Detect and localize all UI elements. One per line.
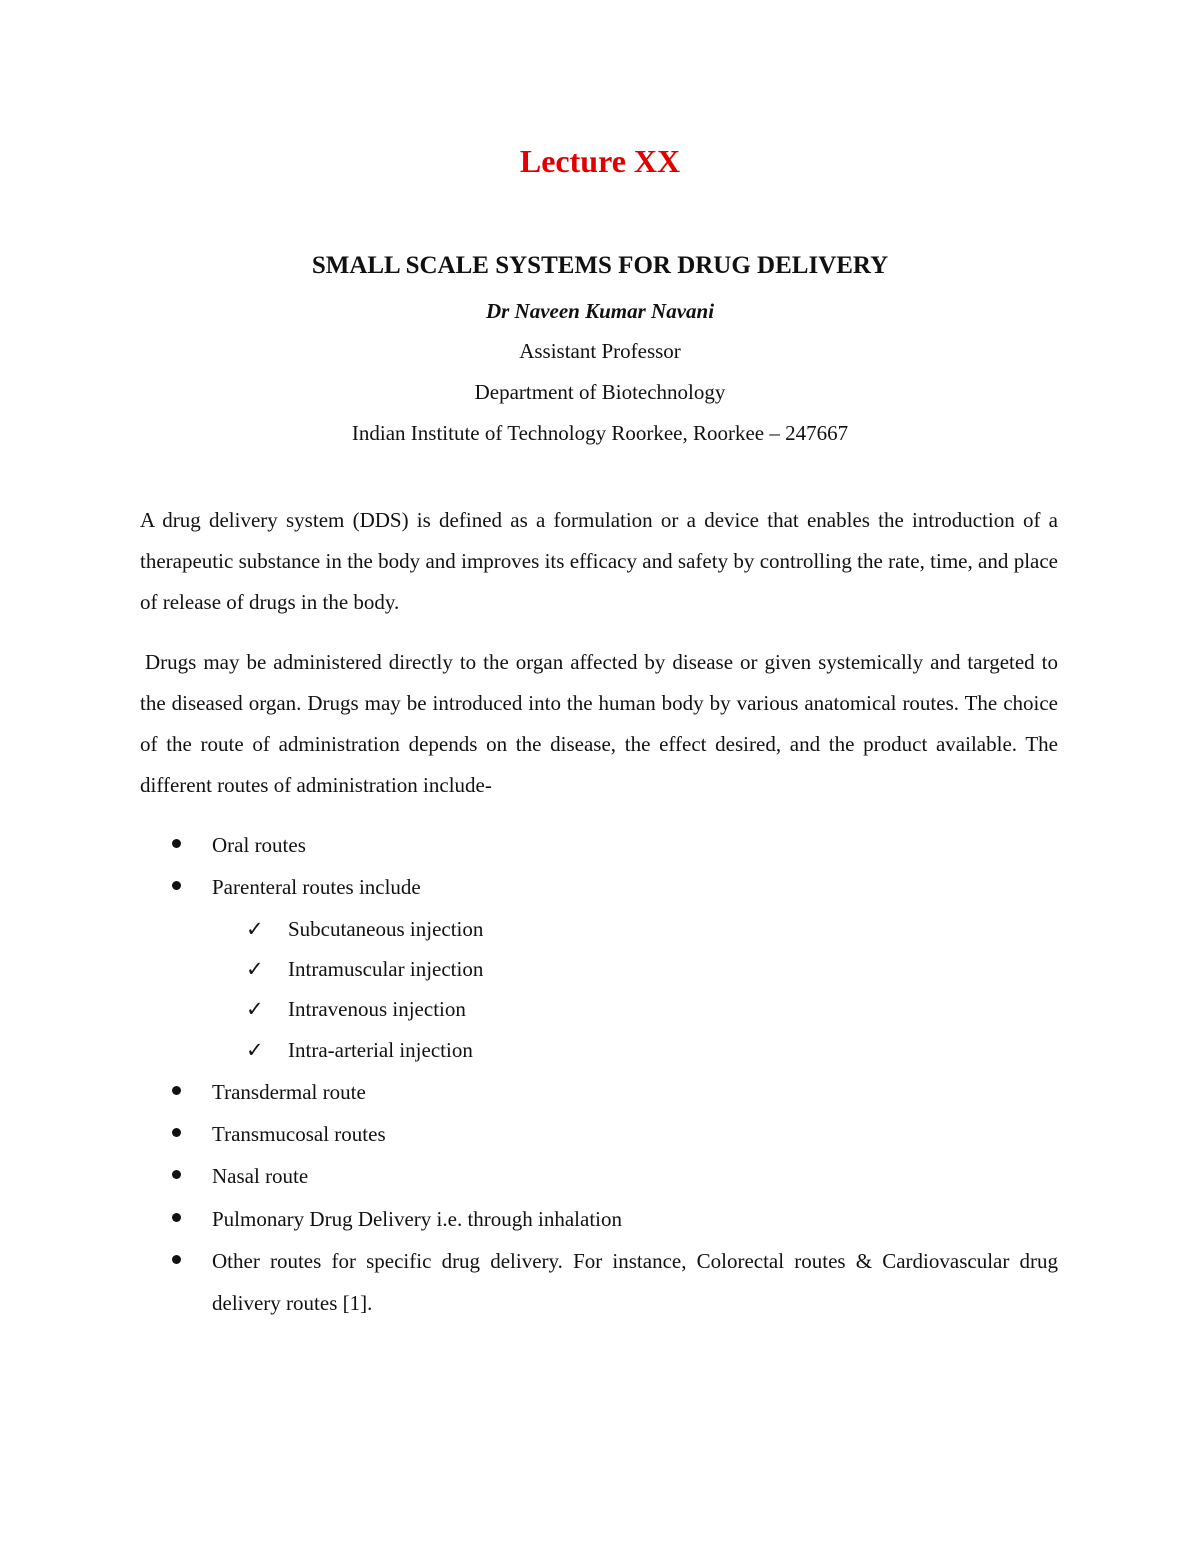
paragraph-administration-routes: Drugs may be administered directly to the organ affected by disease or given systemically and targeted to the diseased organ. Drugs may be introduced into the human body by various anatomical routes. The choice of the route of administration depends on the disease, the effect desired, and the product available. The different routes of administration include-	[140, 650, 1058, 797]
bullet-icon	[172, 1086, 181, 1095]
list-item-label: Parenteral routes include	[212, 875, 421, 899]
bullet-icon	[172, 1213, 181, 1222]
author-institute: Indian Institute of Technology Roorkee, Roorkee – 247667	[351, 421, 849, 445]
author-department: Department of Biotechnology	[474, 380, 726, 404]
check-icon: ✓	[246, 917, 264, 941]
author-name: Dr Naveen Kumar Navani	[485, 299, 715, 323]
list-item-label: Transdermal route	[212, 1080, 366, 1104]
bullet-icon	[172, 1255, 181, 1264]
author-position: Assistant Professor	[519, 339, 681, 363]
sub-list-item-label: Intravenous injection	[288, 997, 466, 1021]
check-icon: ✓	[246, 1038, 264, 1062]
list-item-label: Transmucosal routes	[212, 1122, 386, 1146]
list-item-label: Oral routes	[212, 833, 306, 857]
list-item-label: Other routes for specific drug delivery. For instance, Colorectal routes & Cardiovascular drug delivery routes [1].	[212, 1249, 1058, 1315]
bullet-icon	[172, 1170, 181, 1179]
bullet-icon	[172, 839, 181, 848]
list-item-label: Nasal route	[212, 1164, 309, 1188]
list-item-label: Pulmonary Drug Delivery i.e. through inhalation	[212, 1207, 623, 1231]
sub-list-item-label: Intramuscular injection	[288, 957, 484, 981]
check-icon: ✓	[246, 997, 264, 1021]
sub-list-item-label: Intra-arterial injection	[288, 1038, 473, 1062]
lecture-heading: Lecture XX	[519, 143, 681, 179]
sub-list-item-label: Subcutaneous injection	[288, 917, 484, 941]
check-icon: ✓	[246, 957, 264, 981]
paragraph-dds-definition: A drug delivery system (DDS) is defined as a formulation or a device that enables the introduction of a therapeutic substance in the body and improves its efficacy and safety by controlling the rate, time, and place of release of drugs in the body.	[140, 508, 1058, 614]
document-title: SMALL SCALE SYSTEMS FOR DRUG DELIVERY	[311, 252, 889, 279]
bullet-icon	[172, 881, 181, 890]
bullet-icon	[172, 1128, 181, 1137]
